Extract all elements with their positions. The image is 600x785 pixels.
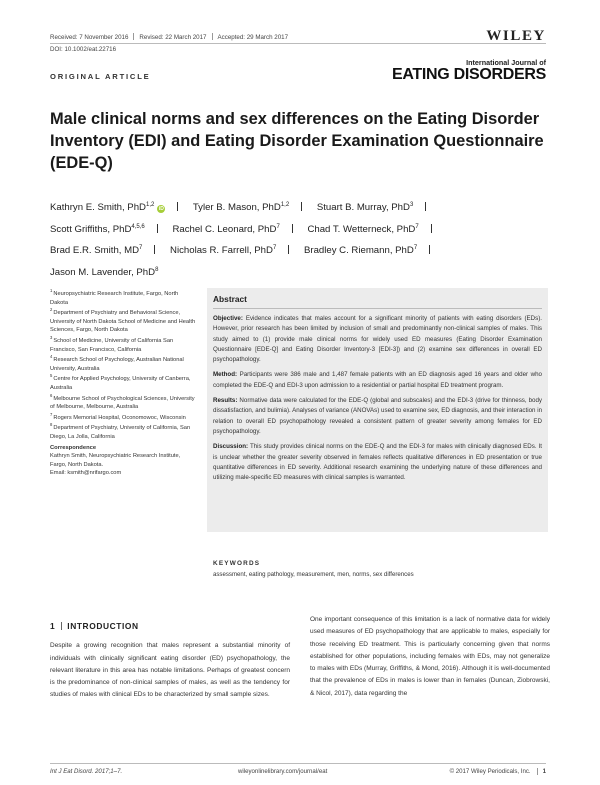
journal-logo-line2: EATING DISORDERS <box>391 66 546 83</box>
correspondence-heading: Correspondence <box>50 444 97 451</box>
intro-paragraph-right: One important consequence of this limitation is a lack of normative data for widely used measures of ED psychopathology that are applicable to males, especially for those receiving ED treatment. This is particularly concerning given that norms established for other populations, including females with EDs, may not generalize to males with EDs (Murray, Griffiths, & Mond, 2016). Although it is well-documented that the prevalence of EDs in males is lower than in females (Duncan, Ziobrowski, & Nicol, 2017), data regarding the <box>310 616 550 697</box>
journal-logo <box>392 58 546 83</box>
history-dates <box>50 33 288 41</box>
journal-logo-line1: International Journal of <box>466 58 546 67</box>
keywords-heading: KEYWORDS <box>213 560 261 567</box>
intro-left-column <box>50 620 290 702</box>
abstract-box <box>207 288 548 532</box>
affiliation: $^1$Neuropsychiatric Research Institute, Fargo, North Dakota <box>50 288 179 306</box>
author[interactable]: Kathryn E. Smith, PhD$^{1,2}$iD <box>50 202 164 213</box>
article-type: ORIGINAL ARTICLE <box>50 72 151 81</box>
publisher-logo: WILEY <box>486 28 546 44</box>
revised-date: Revised: 22 March 2017 <box>139 34 207 41</box>
author[interactable]: Nicholas R. Farrell, PhD$^7$ <box>170 245 277 256</box>
affiliation: $^5$Centre for Applied Psychology, University of Canberra, Australia <box>50 373 191 391</box>
keywords-text: assessment, eating pathology, measurement, men, norms, sex differences <box>213 571 414 578</box>
affiliation: $^4$Research School of Psychology, Australian National University, Australia <box>50 354 184 372</box>
author[interactable]: Scott Griffiths, PhD$^{4,5,6}$ <box>50 223 145 235</box>
footer-url[interactable]: wileyonlinelibrary.com/journal/eat <box>238 768 328 775</box>
footer-copyright: © 2017 Wiley Periodicals, Inc. 1 <box>449 768 546 775</box>
abstract-discussion: Discussion: This study provides clinical norms on the EDE-Q and the EDI-3 for males with clinically diagnosed EDs. It is unclear whether the greater severity observed in females reflects qualitative differences in ED presentation or true quantitative differences in ED severity. Additional research examining the underlying nature of these differences and utilizing male-specific ED measures with clinical samples is warranted. <box>213 443 542 482</box>
page-number: 1 <box>537 768 546 775</box>
intro-paragraph-left: Despite a growing recognition that males represent a substantial minority of individuals with clinically significant eating disorder (ED) psychopathology, the relevant literature in this area has notable limitations. Perhaps of greatest concern is the predominance of non-clinical samples of males, as well as the tendency for studies of males with clinical EDs to be characterized by small sample sizes. <box>50 642 290 699</box>
abstract-heading: Abstract <box>213 294 247 304</box>
header-rule <box>50 43 546 44</box>
affiliation: $^7$Rogers Memorial Hospital, Oconomowoc, Wisconsin <box>50 411 186 421</box>
abstract-body <box>207 309 548 483</box>
author[interactable]: Stuart B. Murray, PhD$^3$ <box>316 202 414 213</box>
correspondence-email[interactable]: Email: ksmith@nrifargo.com <box>50 470 122 477</box>
abstract-objective: Objective: Evidence indicates that males account for a significant minority of patients with eating disorders (EDs). However, prior research has been limited by inclusion of small and predominantly non-clinical samples of males. This study aimed to (1) provide male clinical norms for widely used ED measures (Eating Disorder Examination Questionnaire [EDE-Q] and Eating Disorder Inventory-3 [EDI-3]) and (2) examine sex differences in overall ED psychopathology. <box>213 315 542 364</box>
affiliations <box>50 290 196 478</box>
author-list <box>50 197 550 283</box>
correspondence-text: Kathryn Smith, Neuropsychiatric Research Institute, Fargo, North Dakota. <box>50 453 181 468</box>
abstract-method: Method: Participants were 386 male and 1,487 female patients with an ED diagnosis aged 16 years and older who completed the EDE-Q and EDI-3 upon admission to a residential or partial hospital ED treatment program. <box>213 371 542 389</box>
author[interactable]: Brad E.R. Smith, $MD^7$ <box>50 245 143 256</box>
article-title: Male clinical norms and sex differences on the Eating Disorder Inventory (EDI) and Eating Disorder Examination Questionnaire (EDE-Q) <box>50 110 544 172</box>
keywords <box>213 560 547 578</box>
author[interactable]: Rachel C. Leonard, PhD$^7$ <box>172 223 280 235</box>
affiliation: $^8$Department of Psychiatry, University of California, San Diego, La Jolla, California <box>50 422 191 440</box>
accepted-date: Accepted: 29 March 2017 <box>217 34 289 41</box>
affiliation: $^3$School of Medicine, University of California San Francisco, San Francisco, California <box>50 334 174 353</box>
intro-heading: 1 INTRODUCTION <box>50 621 139 631</box>
author[interactable]: Jason M. Lavender, PhD$^8$ <box>50 266 159 278</box>
affiliation: $^2$Department of Psychiatry and Behavioral Science, University of North Dakota School of Medicine and Health Sciences, Fargo, North Dakota <box>50 307 196 334</box>
intro-right-column <box>310 614 550 700</box>
footer-rule <box>50 763 546 764</box>
author[interactable]: Bradley C. Riemann, PhD$^7$ <box>303 245 418 256</box>
author[interactable]: Tyler B. Mason, PhD$^{1,2}$ <box>192 202 290 213</box>
received-date: Received: 7 November 2016 <box>50 34 129 41</box>
doi[interactable]: DOI: 10.1002/eat.22716 <box>50 46 117 53</box>
author[interactable]: Chad T. Wetterneck, PhD$^7$ <box>307 223 419 235</box>
abstract-results: Results: Normative data were calculated for the EDE-Q (global and subscales) and the EDI-3 (drive for thinness, body dissatisfaction, and bulimia). Analyses of variance (ANOVAs) used to examine sex, ED diagnosis, and their interaction in relation to overall ED psychopathology revealed a consistent pattern of greater severity among females for ED psychopathology. <box>213 397 543 435</box>
footer-citation: Int J Eat Disord. 2017;1–7. <box>50 768 123 775</box>
affiliation: $^6$Melbourne School of Psychological Sciences, University of Melbourne, Melbourne, Australia <box>50 392 195 411</box>
orcid-icon[interactable]: iD <box>158 206 164 212</box>
